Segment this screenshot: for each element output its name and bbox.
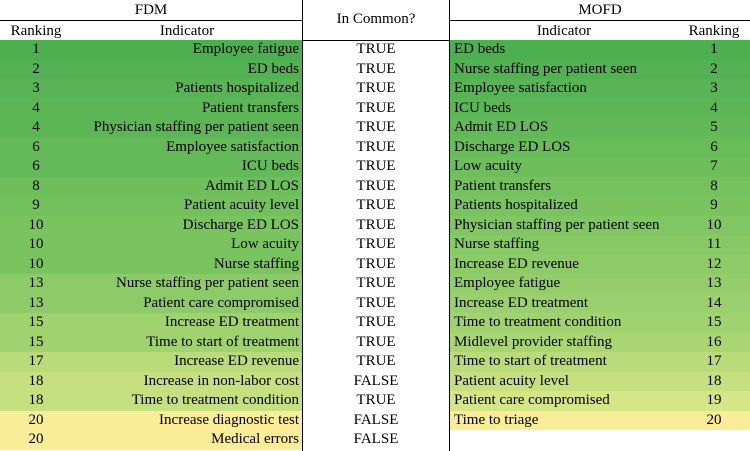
in-common-cell: TRUE xyxy=(356,314,396,330)
fdm-indicator-cell: Increase ED revenue xyxy=(174,353,299,369)
mofd-indicator-cell: ICU beds xyxy=(454,99,512,116)
fdm-ranking-cell: 6 xyxy=(32,158,40,174)
fdm-ranking-cell: 15 xyxy=(28,314,44,330)
mofd-indicator-cell: Midlevel provider staffing xyxy=(454,333,613,350)
fdm-ranking-cell: 1 xyxy=(32,41,40,57)
fdm-indicator-cell: Patient care compromised xyxy=(143,294,299,311)
mofd-group-header: MOFD xyxy=(578,2,622,18)
in-common-cell: TRUE xyxy=(356,177,396,194)
mofd-indicator-cell: Patients hospitalized xyxy=(454,197,578,213)
fdm-indicator-cell: Employee satisfaction xyxy=(166,138,299,155)
mofd-ranking-cell: 16 xyxy=(706,333,722,350)
in-common-cell: FALSE xyxy=(353,372,399,389)
in-common-cell: TRUE xyxy=(356,41,396,57)
mofd-ranking-cell: 12 xyxy=(706,255,722,272)
mofd-indicator-cell: Increase ED revenue xyxy=(454,255,579,272)
fdm-ranking-cell: 20 xyxy=(28,411,44,428)
mofd-ranking-cell: 17 xyxy=(706,353,722,369)
fdm-ranking-cell: 4 xyxy=(32,119,40,135)
in-common-cell: TRUE xyxy=(356,294,396,311)
mofd-indicator-cell: Physician staffing per patient seen xyxy=(454,216,660,233)
fdm-ranking-cell: 9 xyxy=(32,197,40,213)
mofd-ranking-cell: 13 xyxy=(706,275,722,291)
fdm-ranking-cell: 20 xyxy=(28,431,44,447)
fdm-indicator-cell: Low acuity xyxy=(231,236,299,252)
fdm-indicator-cell: Time to start of treatment xyxy=(146,333,299,350)
fdm-ranking-cell: 10 xyxy=(28,236,44,252)
fdm-indicator-cell: Increase ED treatment xyxy=(164,314,299,330)
mofd-ranking-cell: 9 xyxy=(710,197,718,213)
mofd-ranking-cell: 6 xyxy=(710,138,718,155)
mofd-indicator-cell: Time to triage xyxy=(454,411,539,428)
mofd-ranking-cell: 5 xyxy=(710,119,718,135)
mofd-ranking-cell: 1 xyxy=(710,41,718,57)
mofd-indicator-cell: ED beds xyxy=(454,41,506,57)
in-common-cell: TRUE xyxy=(356,138,396,155)
in-common-cell: TRUE xyxy=(356,99,396,116)
mofd-ranking-cell: 19 xyxy=(706,392,722,408)
mofd-ranking-cell: 10 xyxy=(706,216,722,233)
in-common-cell: TRUE xyxy=(356,236,396,252)
fdm-indicator-cell: Nurse staffing xyxy=(213,255,299,272)
mofd-indicator-cell: Increase ED treatment xyxy=(454,294,589,311)
mofd-indicator-cell: Nurse staffing per patient seen xyxy=(454,60,637,77)
mofd-indicator-cell: Time to start of treatment xyxy=(454,353,607,369)
in-common-cell: TRUE xyxy=(356,255,396,272)
in-common-cell: TRUE xyxy=(356,333,396,350)
fdm-indicator-cell: Discharge ED LOS xyxy=(182,216,299,233)
in-common-cell: TRUE xyxy=(356,60,396,77)
fdm-indicator-cell: Physician staffing per patient seen xyxy=(93,119,299,135)
fdm-ranking-cell: 15 xyxy=(28,333,44,350)
fdm-ranking-cell: 2 xyxy=(32,60,40,77)
fdm-indicator-cell: Time to treatment condition xyxy=(131,392,299,408)
fdm-ranking-cell: 18 xyxy=(28,392,44,408)
mofd-indicator-cell: Patient care compromised xyxy=(454,392,610,408)
fdm-ranking-cell: 3 xyxy=(32,80,40,96)
fdm-indicator-cell: Admit ED LOS xyxy=(204,177,299,194)
fdm-indicator-cell: Increase diagnostic test xyxy=(159,411,299,428)
mofd-indicator-cell: Discharge ED LOS xyxy=(454,138,571,155)
fdm-ranking-cell: 10 xyxy=(28,216,44,233)
in-common-header: In Common? xyxy=(336,11,416,27)
fdm-indicator-header: Indicator xyxy=(159,23,215,39)
fdm-indicator-cell: Patients hospitalized xyxy=(175,80,299,96)
fdm-ranking-cell: 6 xyxy=(32,138,40,155)
fdm-ranking-cell: 13 xyxy=(28,294,44,311)
in-common-cell: TRUE xyxy=(356,80,396,96)
fdm-indicator-cell: Employee fatigue xyxy=(192,41,299,57)
mofd-indicator-cell: Employee satisfaction xyxy=(454,80,587,96)
mofd-ranking-cell: 2 xyxy=(710,60,718,77)
mofd-ranking-cell: 4 xyxy=(710,99,718,116)
mofd-indicator-cell: Employee fatigue xyxy=(454,275,561,291)
fdm-ranking-cell: 4 xyxy=(32,99,40,116)
mofd-indicator-cell: Patient acuity level xyxy=(454,372,569,389)
fdm-indicator-cell: ED beds xyxy=(247,60,299,77)
mofd-ranking-cell: 11 xyxy=(706,236,722,252)
mofd-indicator-cell: Low acuity xyxy=(454,158,522,174)
in-common-cell: TRUE xyxy=(356,275,396,291)
fdm-indicator-cell: Nurse staffing per patient seen xyxy=(116,275,299,291)
in-common-cell: TRUE xyxy=(356,119,396,135)
in-common-cell: FALSE xyxy=(353,431,399,447)
in-common-cell: TRUE xyxy=(356,353,396,369)
fdm-group-header: FDM xyxy=(134,2,168,18)
fdm-ranking-cell: 17 xyxy=(28,353,44,369)
mofd-ranking-cell: 3 xyxy=(710,80,718,96)
mofd-indicator-cell: Nurse staffing xyxy=(454,236,540,252)
fdm-ranking-cell: 13 xyxy=(28,275,44,291)
mofd-ranking-cell: 20 xyxy=(706,411,722,428)
mofd-ranking-cell: 15 xyxy=(706,314,722,330)
mofd-indicator-header: Indicator xyxy=(536,23,592,39)
fdm-ranking-cell: 8 xyxy=(32,177,40,194)
fdm-indicator-cell: Patient transfers xyxy=(201,99,299,116)
in-common-cell: FALSE xyxy=(353,411,399,428)
in-common-cell: TRUE xyxy=(356,392,396,408)
in-common-cell: TRUE xyxy=(356,197,396,213)
fdm-indicator-cell: Patient acuity level xyxy=(184,197,299,213)
mofd-indicator-cell: Patient transfers xyxy=(454,177,552,194)
mofd-ranking-header: Ranking xyxy=(688,23,740,39)
mofd-ranking-cell: 18 xyxy=(706,372,722,389)
mofd-ranking-cell: 8 xyxy=(710,177,718,194)
in-common-cell: TRUE xyxy=(356,216,396,233)
mofd-indicator-cell: Time to treatment condition xyxy=(454,314,622,330)
mofd-ranking-cell: 14 xyxy=(706,294,722,311)
fdm-indicator-cell: ICU beds xyxy=(241,158,299,174)
mofd-ranking-cell: 7 xyxy=(710,158,718,174)
fdm-ranking-header: Ranking xyxy=(10,23,62,39)
fdm-ranking-cell: 10 xyxy=(28,255,44,272)
fdm-ranking-cell: 18 xyxy=(28,372,44,389)
fdm-indicator-cell: Medical errors xyxy=(211,431,299,447)
in-common-cell: TRUE xyxy=(356,158,396,174)
fdm-indicator-cell: Increase in non-labor cost xyxy=(143,372,299,389)
mofd-indicator-cell: Admit ED LOS xyxy=(454,119,549,135)
